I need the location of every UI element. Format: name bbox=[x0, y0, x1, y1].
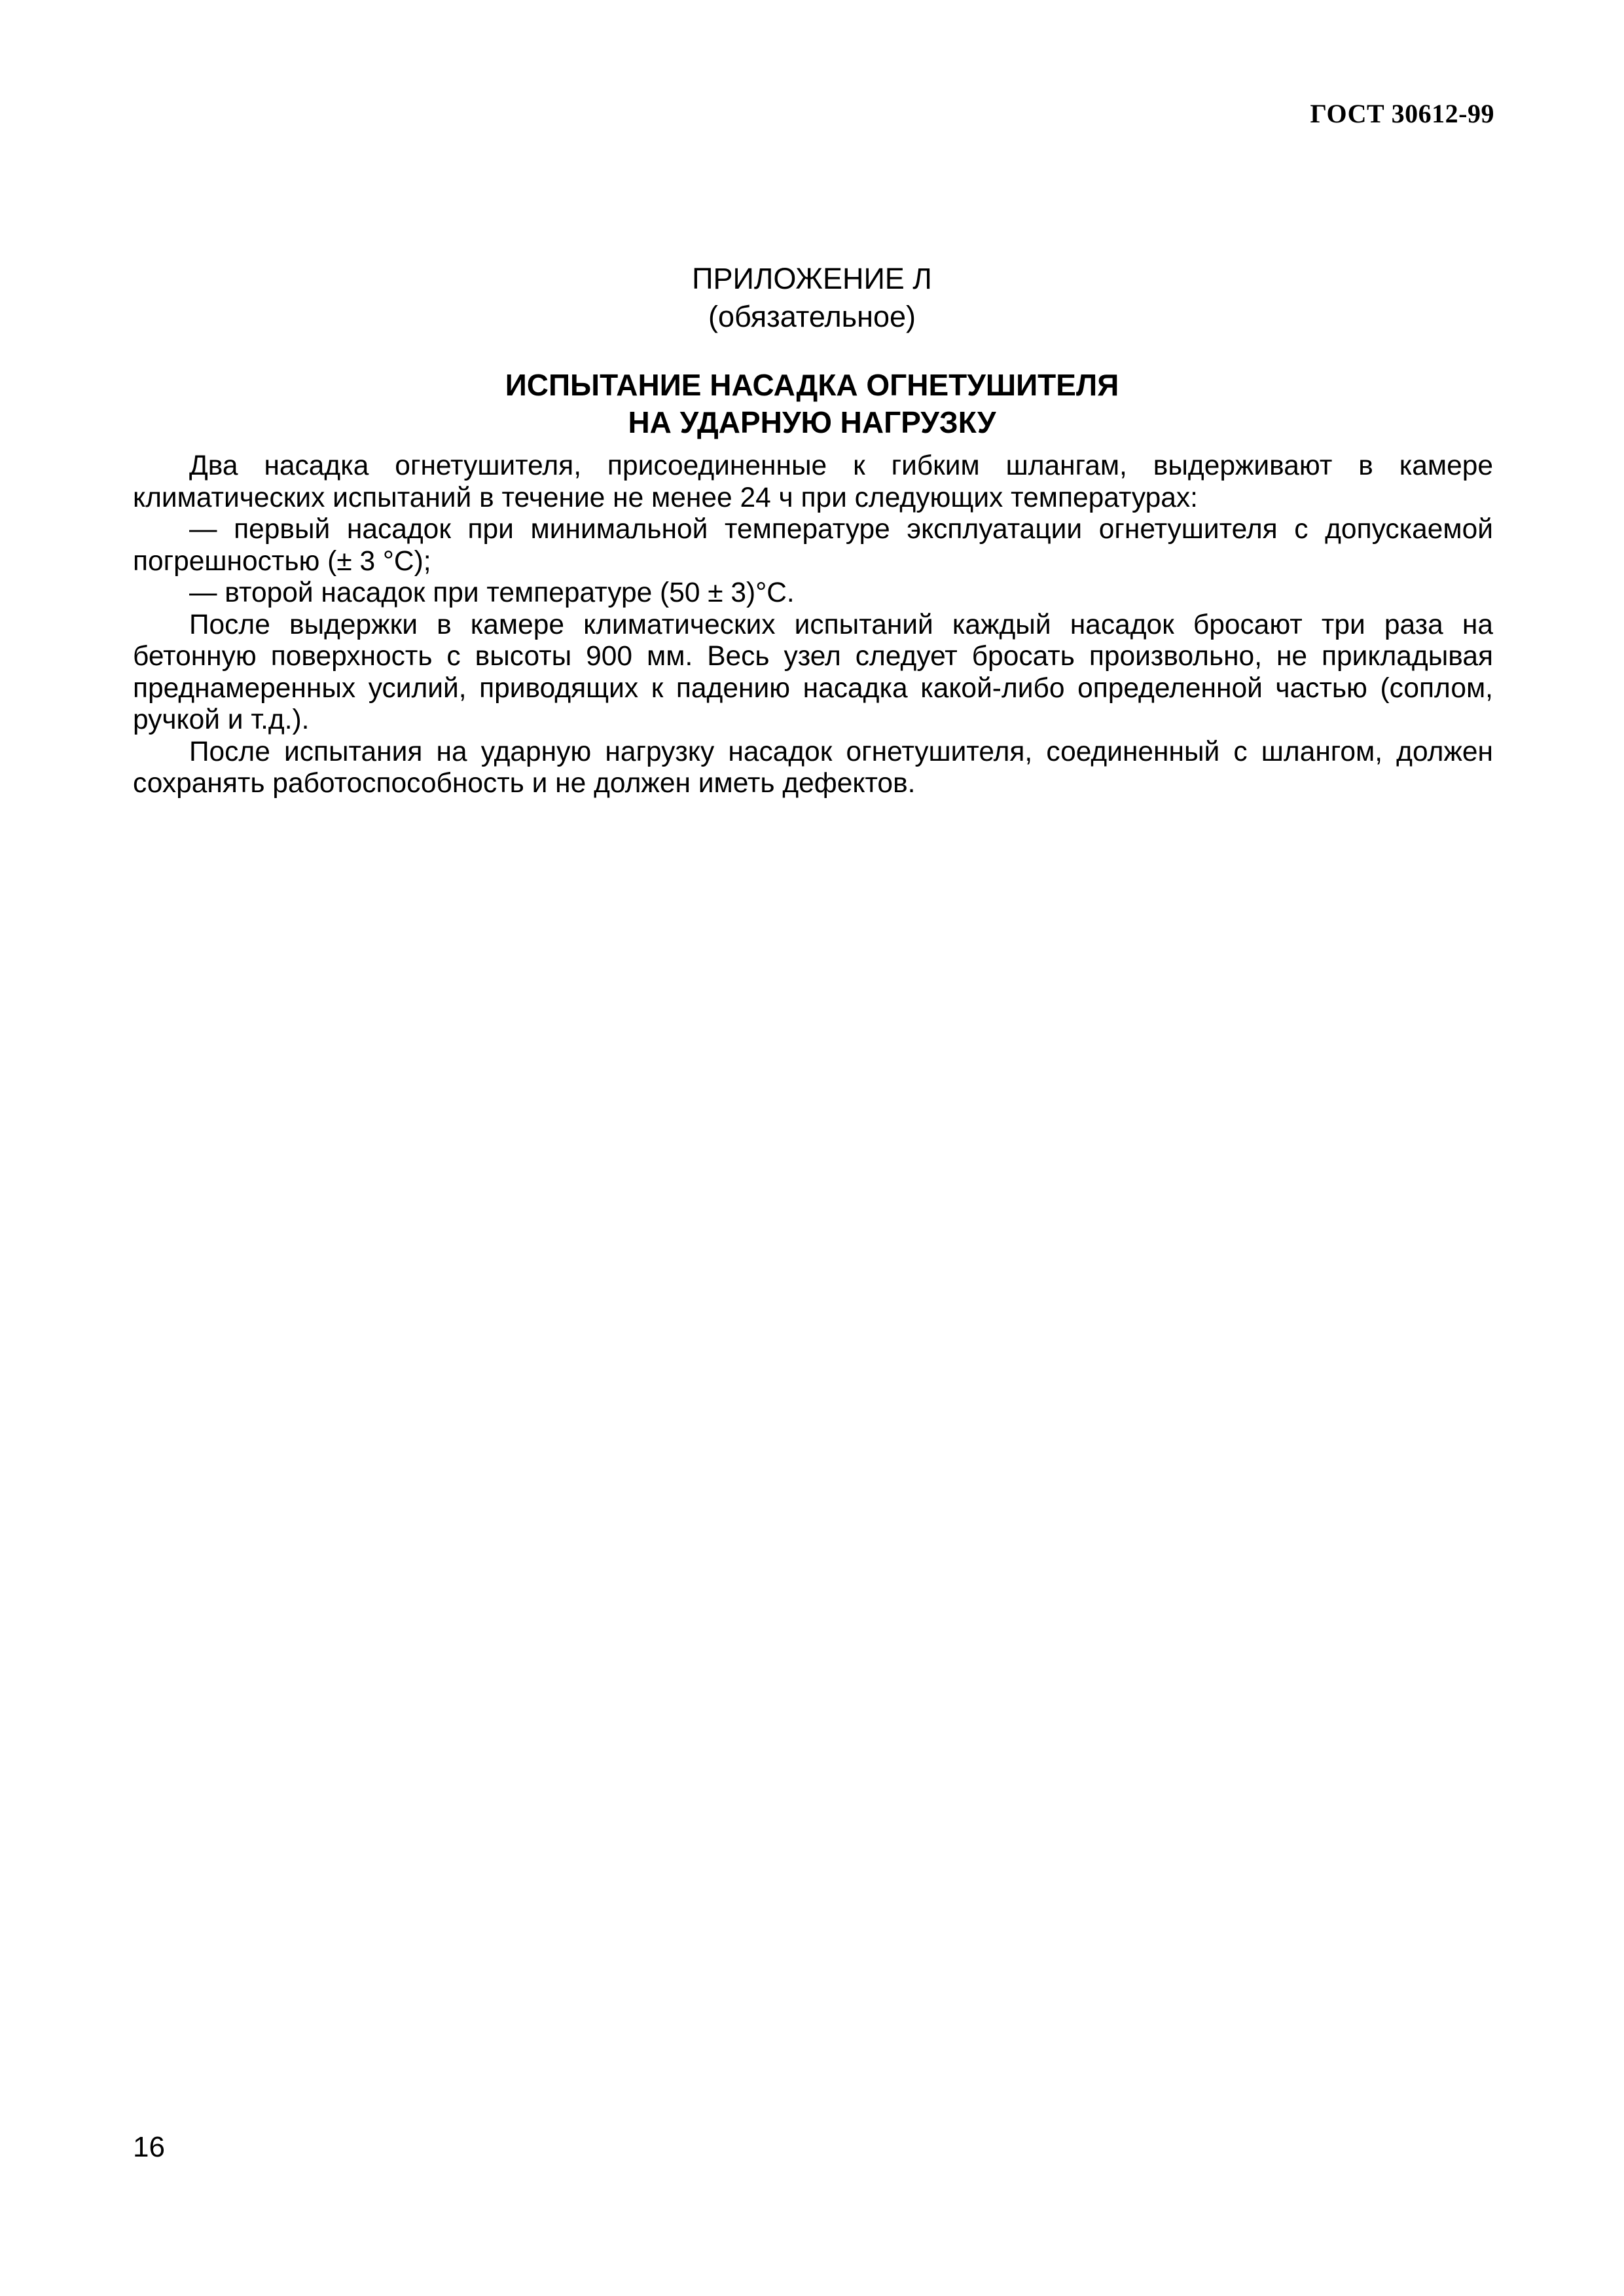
standard-code: ГОСТ 30612-99 bbox=[1310, 99, 1494, 128]
body-text bbox=[133, 450, 1493, 800]
appendix-label: ПРИЛОЖЕНИЕ Л bbox=[692, 262, 932, 295]
page-number: 16 bbox=[133, 2131, 165, 2163]
section-title bbox=[0, 367, 1624, 441]
title-line-1: ИСПЫТАНИЕ НАСАДКА ОГНЕТУШИТЕЛЯ bbox=[505, 368, 1119, 402]
appendix-status: (обязательное) bbox=[708, 300, 916, 333]
paragraph: — второй насадок при температуре (50 ± 3)°С. bbox=[189, 577, 795, 608]
appendix-heading bbox=[0, 260, 1624, 336]
paragraph: После испытания на ударную нагрузку насадок огнетушителя, соединенный с шлангом, должен сохранять работоспособность и не должен иметь дефектов. bbox=[133, 736, 1493, 799]
paragraph: — первый насадок при минимальной температуре эксплуатации огнетушителя с допускаемой погрешностью (± 3 °С); bbox=[133, 514, 1493, 577]
paragraph: После выдержки в камере климатических испытаний каждый насадок бросают три раза на бетонную поверхность с высоты 900 мм. Весь узел следует бросать произвольно, не прикладывая преднамеренных усилий, приводящих к падению насадка какой-либо определенной частью (соплом, ручкой и т.д.). bbox=[133, 609, 1493, 735]
paragraph: Два насадка огнетушителя, присоединенные к гибким шлангам, выдерживают в камере климатических испытаний в течение не менее 24 ч при следующих температурах: bbox=[133, 450, 1493, 513]
title-line-2: НА УДАРНУЮ НАГРУЗКУ bbox=[628, 405, 996, 439]
